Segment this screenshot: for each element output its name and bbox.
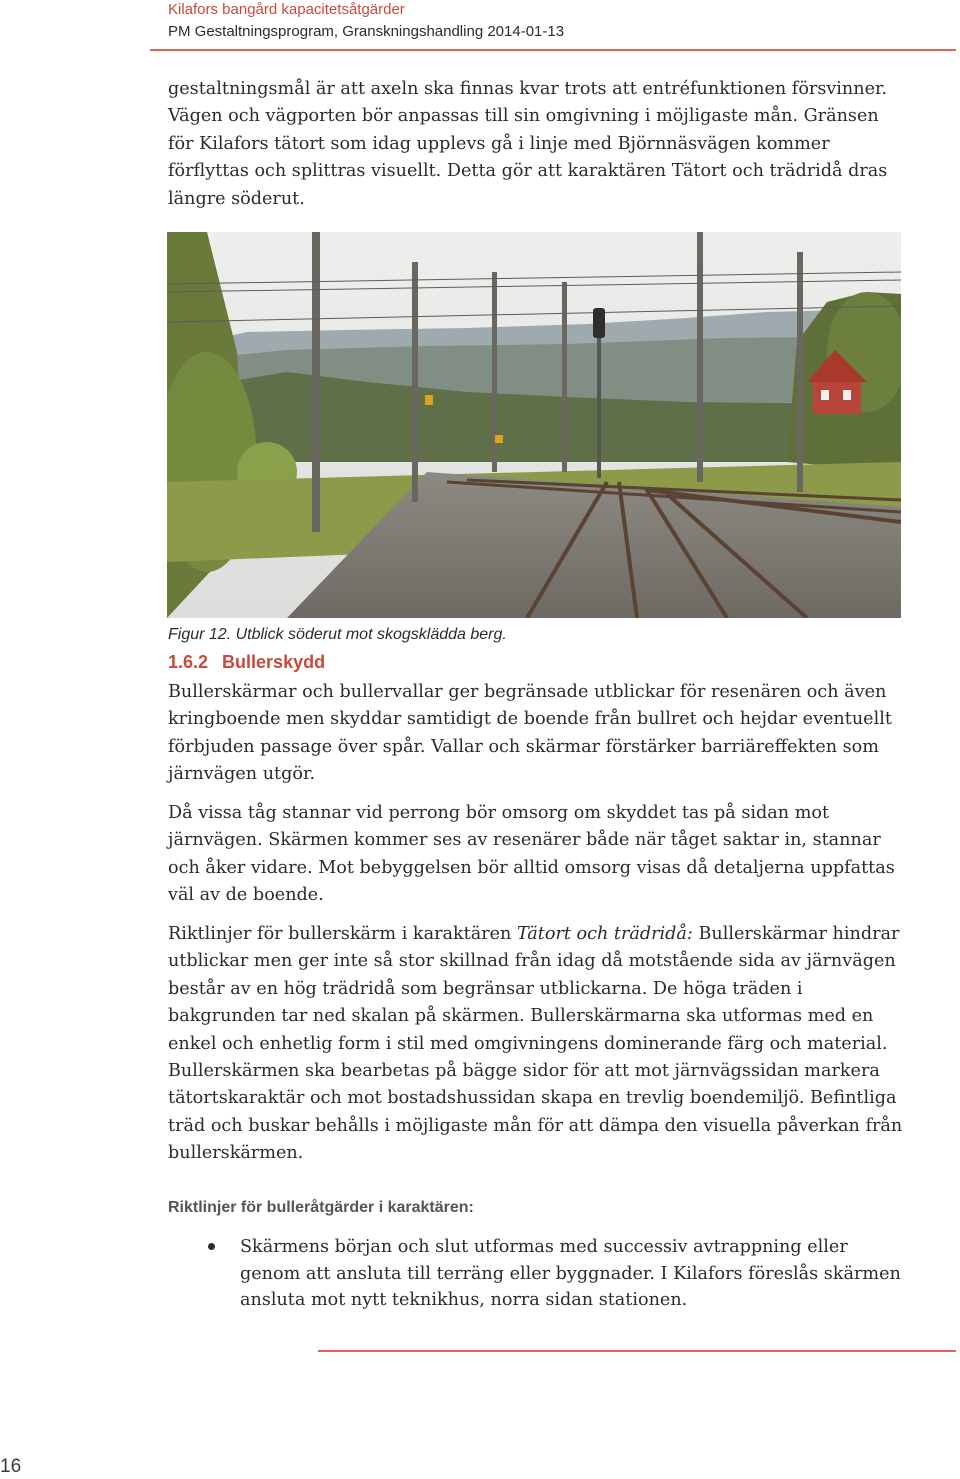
section-title: Bullerskydd — [222, 652, 326, 672]
guidelines-subheading: Riktlinjer för bulleråtgärder i karaktären: — [168, 1199, 474, 1216]
list-item-text: Skärmens början och slut utformas med successiv avtrappning eller genom att ansluta till terräng eller byggnader. I Kilafors föreslås skärmen ansluta mot nytt teknikhus, norra sidan stationen. — [240, 1237, 901, 1310]
paragraph-bullerskydd: Bullerskärmar och bullervallar ger begränsade utblickar för resenären och även kringboende men skyddar samtidigt de boende från bullret och hejdar eventuellt förbjuden passage över spår. Vallar och skärmar förstärker barriäreffekten som järnvägen utgör. — [168, 682, 892, 785]
paragraph-perrong: Då vissa tåg stannar vid perrong bör omsorg om skyddet tas på sidan mot järnvägen. Skärmen kommer ses av resenärer både när tåget saktar in, stannar och åker vidare. Mot bebyggelsen bör alltid omsorg visas då detaljerna uppfattas väl av de boende. — [168, 803, 895, 906]
guidelines-list — [168, 1234, 908, 1314]
list-item — [168, 1234, 908, 1314]
page-number: 16 — [0, 1456, 22, 1477]
intro-paragraph: gestaltningsmål är att axeln ska finnas kvar trots att entréfunktionen försvinner. Vägen och vägporten bör anpassas till sin omgivning i möjligaste mån. Gränsen för Kilafors tätort som idag upplevs gå i linje med Björnnäsvägen kommer förflyttas och splittras visuellt. Detta gör att karaktären Tätort och trädridå dras längre söderut. — [168, 79, 888, 209]
bullet-icon — [208, 1243, 215, 1250]
figure-caption: Figur 12. Utblick söderut mot skogsklädda berg. — [168, 626, 507, 643]
guideline-lead: Riktlinjer för bullerskärm i karaktären — [168, 924, 517, 944]
document-subtitle: PM Gestaltningsprogram, Granskningshandling 2014-01-13 — [168, 23, 565, 40]
footer-rule — [318, 1350, 956, 1352]
header-rule — [150, 49, 956, 51]
document-title: Kilafors bangård kapacitetsåtgärder — [168, 1, 405, 18]
paragraph-guidelines — [168, 921, 908, 1168]
section-number: 1.6.2 — [168, 652, 209, 672]
guideline-character-name: Tätort och trädridå: — [516, 924, 693, 944]
railway-photo — [167, 232, 901, 618]
section-heading — [168, 652, 325, 673]
guideline-body: Bullerskärmar hindrar utblickar men ger inte så stor skillnad från idag då motstående sida av järnvägen består av en hög trädridå som begränsar utblickarna. De höga träden i bakgrunden tar ned skalan på skärmen. Bullerskärmarna ska utformas med en enkel och enhetlig form i stil med omgivningens dominerande färg och material. Bullerskärmen ska bearbetas på bägge sidor för att mot järnvägssidan markera tätortskaraktär och mot bostadshussidan skapa en trevlig boendemiljö. Befintliga träd och buskar behålls i möjligaste mån för att dämpa den visuella påverkan från bullerskärmen. — [168, 924, 903, 1164]
